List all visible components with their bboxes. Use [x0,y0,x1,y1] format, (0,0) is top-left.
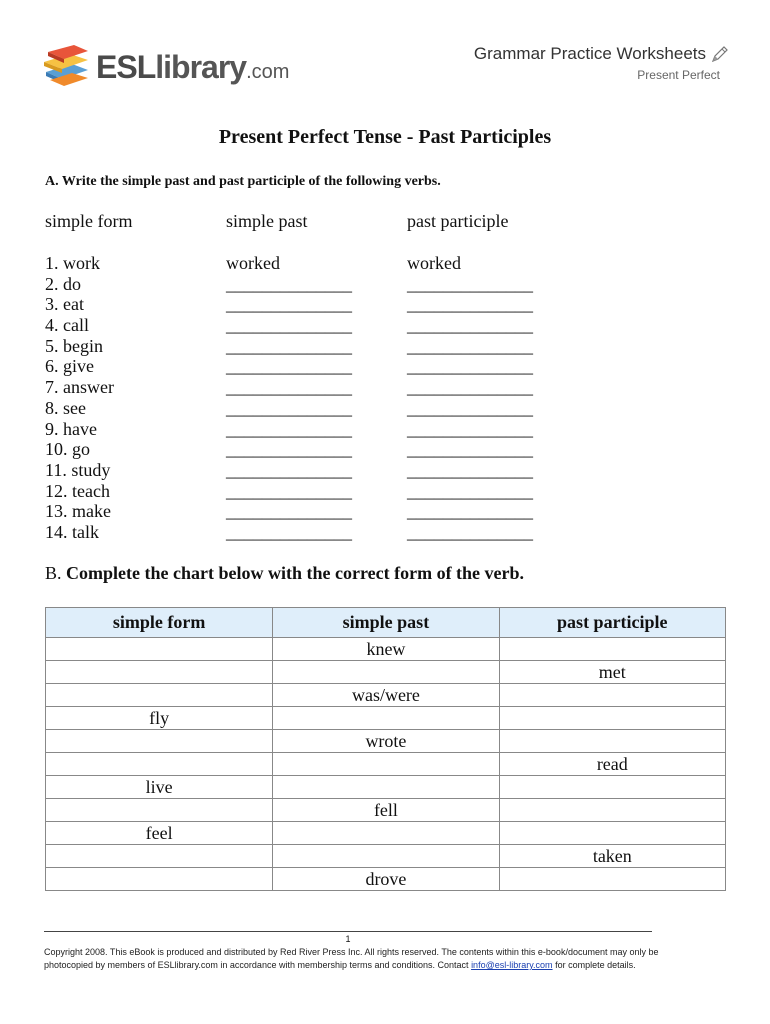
chart-header-simple-past: simple past [273,608,499,638]
chart-cell-past-participle[interactable] [499,776,725,799]
past-participle-answer[interactable]: ______________ [407,521,533,542]
simple-past-answer[interactable]: ______________ [226,315,352,336]
chart-row [46,799,726,822]
past-participle-answer[interactable]: ______________ [407,397,533,418]
chart-cell-simple-past: was/were [273,684,499,707]
verb-item: 5. begin [45,335,103,356]
copyright-notice [44,946,684,972]
verb-chart-table [45,607,726,891]
chart-cell-simple-past: drove [273,868,499,891]
chart-row [46,707,726,730]
page-title: Present Perfect Tense - Past Participles [218,126,552,148]
section-b-prefix: B. [45,563,62,583]
logo-library-text: library [155,48,247,85]
chart-row [46,868,726,891]
simple-past-answer[interactable]: worked [226,253,280,273]
chart-cell-past-participle[interactable] [499,707,725,730]
chart-row [46,730,726,753]
chart-header-simple-form: simple form [46,608,273,638]
verb-item: 8. see [45,397,86,418]
chart-cell-simple-past[interactable] [273,661,499,684]
section-a-instruction: A. Write the simple past and past participle of the following verbs. [45,174,441,189]
footer-divider [44,931,652,932]
simple-past-answer[interactable]: ______________ [226,459,352,480]
chart-cell-past-participle[interactable] [499,822,725,845]
chart-row [46,776,726,799]
simple-form-heading: simple form [45,211,133,231]
contact-email-link[interactable]: info@esl-library.com [471,960,553,970]
simple-past-heading: simple past [226,211,308,231]
chart-cell-past-participle: met [499,661,725,684]
books-logo-icon [42,42,92,88]
chart-cell-simple-form[interactable] [46,638,273,661]
chart-cell-simple-past[interactable] [273,822,499,845]
verb-item: 9. have [45,418,97,439]
chart-row [46,845,726,868]
section-b-instruction [45,563,524,584]
past-participle-answer[interactable]: ______________ [407,377,533,398]
section-b-instruction-text: Complete the chart below with the correct form of the verb. [66,563,525,583]
chart-row [46,753,726,776]
verb-item: 13. make [45,501,111,522]
chart-cell-past-participle[interactable] [499,684,725,707]
verb-item: 14. talk [45,521,99,542]
chart-cell-simple-form[interactable] [46,661,273,684]
simple-past-answer[interactable]: ______________ [226,294,352,315]
simple-form-column [45,211,133,543]
chart-row [46,822,726,845]
verb-item: 10. go [45,439,90,460]
chart-cell-simple-form: live [46,776,273,799]
chart-row [46,684,726,707]
past-participle-answer[interactable]: ______________ [407,356,533,377]
simple-past-answer[interactable]: ______________ [226,480,352,501]
past-participle-answer[interactable]: ______________ [407,439,533,460]
verb-item: 6. give [45,356,94,377]
past-participle-answer[interactable]: worked [407,253,461,273]
simple-past-column [226,211,352,543]
chart-cell-simple-form[interactable] [46,868,273,891]
past-participle-answer[interactable]: ______________ [407,480,533,501]
chart-cell-simple-past[interactable] [273,845,499,868]
past-participle-answer[interactable]: ______________ [407,418,533,439]
copyright-line-3: for complete details. [555,960,636,970]
chart-cell-past-participle[interactable] [499,638,725,661]
verb-item: 7. answer [45,377,114,398]
simple-past-answer[interactable]: ______________ [226,418,352,439]
past-participle-answer[interactable]: ______________ [407,501,533,522]
logo-esl-text: ESL [96,48,156,85]
chart-row [46,638,726,661]
chart-cell-past-participle: read [499,753,725,776]
verb-item: 11. study [45,459,111,480]
verb-item: 1. work [45,253,100,273]
chart-cell-simple-form[interactable] [46,845,273,868]
simple-past-answer[interactable]: ______________ [226,439,352,460]
simple-past-answer[interactable]: ______________ [226,335,352,356]
chart-cell-simple-past[interactable] [273,776,499,799]
simple-past-answer[interactable]: ______________ [226,273,352,294]
pencil-icon [710,44,730,64]
chart-cell-simple-past: fell [273,799,499,822]
simple-past-answer[interactable]: ______________ [226,397,352,418]
past-participle-answer[interactable]: ______________ [407,315,533,336]
past-participle-answer[interactable]: ______________ [407,459,533,480]
copyright-line-1: Copyright 2008. This eBook is produced and distributed by Red River Press Inc. All rights reserved. The contents within this e-book/document may only be [44,947,659,957]
chart-cell-simple-past: wrote [273,730,499,753]
past-participle-column [407,211,533,543]
chart-header-past-participle: past participle [499,608,725,638]
verb-item: 2. do [45,273,81,294]
chart-cell-simple-form[interactable] [46,730,273,753]
chart-cell-simple-form: fly [46,707,273,730]
chart-cell-simple-past[interactable] [273,707,499,730]
esl-library-logo [42,42,289,88]
past-participle-answer[interactable]: ______________ [407,294,533,315]
verb-item: 3. eat [45,294,84,315]
past-participle-answer[interactable]: ______________ [407,335,533,356]
chart-header-row [46,608,726,638]
chart-cell-past-participle: taken [499,845,725,868]
chart-row [46,661,726,684]
verb-item: 4. call [45,315,89,336]
past-participle-heading: past participle [407,211,509,231]
simple-past-answer[interactable]: ______________ [226,521,352,542]
simple-past-answer[interactable]: ______________ [226,356,352,377]
series-title: Grammar Practice Worksheets [473,44,706,63]
chart-cell-past-participle[interactable] [499,868,725,891]
series-subtitle: Present Perfect [637,68,720,82]
simple-past-answer[interactable]: ______________ [226,501,352,522]
chart-cell-simple-form[interactable] [46,684,273,707]
past-participle-answer[interactable]: ______________ [407,273,533,294]
page-number: 1 [345,934,351,944]
chart-cell-simple-form[interactable] [46,753,273,776]
verb-item: 12. teach [45,480,110,501]
chart-cell-simple-form[interactable] [46,799,273,822]
simple-past-answer[interactable]: ______________ [226,377,352,398]
chart-cell-past-participle[interactable] [499,799,725,822]
copyright-line-2: photocopied by members of ESLlibrary.com in accordance with membership terms and conditions. Contact [44,960,469,970]
chart-cell-simple-form: feel [46,822,273,845]
chart-cell-past-participle[interactable] [499,730,725,753]
worksheet-header [474,44,730,82]
logo-com-text: .com [246,60,290,83]
chart-cell-simple-past[interactable] [273,753,499,776]
chart-cell-simple-past: knew [273,638,499,661]
